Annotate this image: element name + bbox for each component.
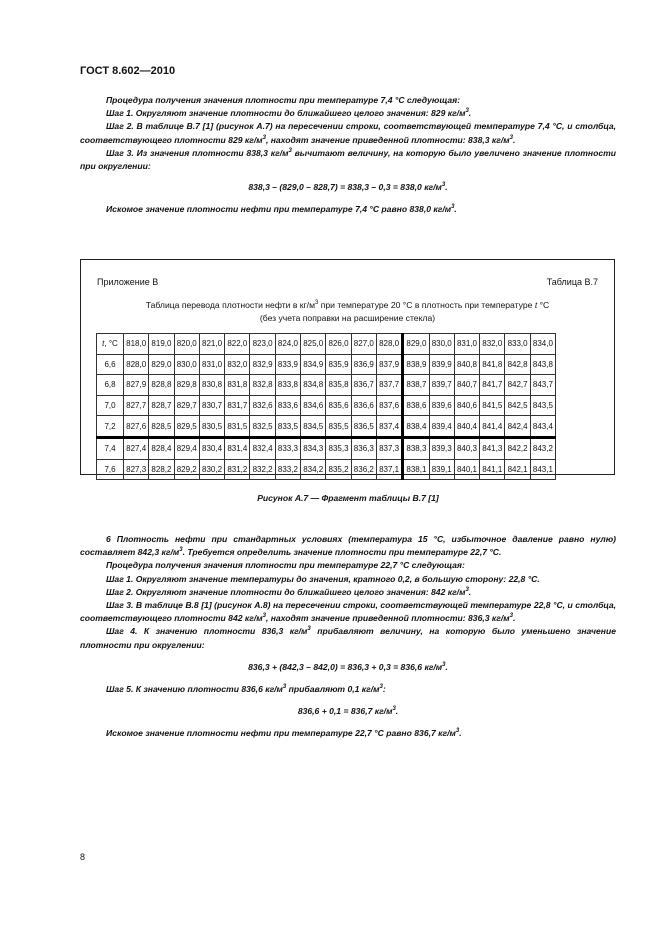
- table-cell: 838,3: [403, 437, 429, 459]
- table-cell: 839,6: [429, 395, 454, 416]
- table-cell: 841,5: [480, 395, 505, 416]
- table-cell: 837,7: [376, 375, 402, 396]
- table-cell: 842,2: [505, 437, 530, 459]
- header-density-cell: 821,0: [199, 334, 224, 355]
- table-row: [97, 395, 556, 416]
- table-cell: 833,8: [275, 375, 300, 396]
- table-row: [97, 375, 556, 396]
- header-density-cell: 819,0: [149, 334, 174, 355]
- table-cell: 840,3: [454, 437, 479, 459]
- header-density-cell: 829,0: [403, 334, 429, 355]
- table-cell: 842,1: [505, 459, 530, 480]
- block2-p2: Процедура получения значения плотности при температуре 22,7 °C следующая:: [106, 560, 465, 571]
- table-cell: 830,5: [199, 416, 224, 438]
- table-cell: 838,9: [403, 354, 429, 375]
- table-cell: 829,2: [174, 459, 199, 480]
- table-cell: 828,8: [149, 375, 174, 396]
- block2-p5: Шаг 3. В таблице В.8 [1] (рисунок А.8) на пересечении строки, соответствующей температуре 22,8 °C, и столбца, соответствующего плотности 842 $кг/м^3$, находят значение приведенной плотности: 836,3 $кг/м^3$.: [80, 600, 616, 624]
- table-cell: 828,0: [124, 354, 149, 375]
- table-cell: 842,5: [505, 395, 530, 416]
- table-cell: 833,3: [275, 437, 300, 459]
- table-cell: 837,1: [376, 459, 402, 480]
- table-cell: 838,4: [403, 416, 429, 438]
- table-cell: 832,9: [250, 354, 275, 375]
- table-cell: 832,6: [250, 395, 275, 416]
- page-header: ГОСТ 8.602—2010: [80, 65, 176, 77]
- table-cell: 833,2: [275, 459, 300, 480]
- header-density-cell: 834,0: [530, 334, 555, 355]
- table-cell: 831,8: [225, 375, 250, 396]
- table-cell: 839,3: [429, 437, 454, 459]
- table-cell: 842,4: [505, 416, 530, 438]
- header-density-cell: 831,0: [454, 334, 479, 355]
- block2-equation1: 836,3 + (842,3 – 842,0) = 836,3 + 0,3 = 836,6 $кг/м^3$.: [248, 661, 448, 672]
- table-cell: 830,7: [199, 395, 224, 416]
- table-cell: 827,3: [124, 459, 149, 480]
- table-cell: 842,7: [505, 375, 530, 396]
- row-temperature-cell: 6,8: [97, 375, 124, 396]
- table-cell: 835,3: [326, 437, 351, 459]
- table-cell: 829,7: [174, 395, 199, 416]
- table-label: Таблица В.7: [546, 277, 598, 287]
- table-cell: 839,7: [429, 375, 454, 396]
- table-cell: 834,6: [301, 395, 326, 416]
- table-cell: 836,6: [351, 395, 376, 416]
- table-cell: 834,8: [301, 375, 326, 396]
- figure-caption: Рисунок А.7 — Фрагмент таблицы В.7 [1]: [257, 493, 439, 503]
- table-cell: 843,1: [530, 459, 555, 480]
- table-cell: 838,1: [403, 459, 429, 480]
- table-cell: 837,3: [376, 437, 402, 459]
- table-cell: 832,8: [250, 375, 275, 396]
- block1: [80, 94, 616, 217]
- block2-p1: 6 Плотность нефти при стандартных условиях (температура 15 °C, избыточное давление равно нулю) составляет 842,3 $кг/м^3$. Требуется определить значение плотности при температуре 22,7 °C.: [80, 534, 616, 558]
- block1-p4: Шаг 3. Из значения плотности 838,3 $кг/м^3$ вычитают величину, на которую было увеличено значение плотности при округлении:: [80, 147, 616, 172]
- table-cell: 830,0: [174, 354, 199, 375]
- table-cell: 840,8: [454, 354, 479, 375]
- table-cell: 835,9: [326, 354, 351, 375]
- table-cell: 829,8: [174, 375, 199, 396]
- table-cell: 843,4: [530, 416, 555, 438]
- page-number: 8: [80, 852, 86, 862]
- table-cell: 828,5: [149, 416, 174, 438]
- header-density-cell: 823,0: [250, 334, 275, 355]
- table-cell: 842,8: [505, 354, 530, 375]
- block2-equation2: 836,6 + 0,1 = 836,7 $кг/м^3$.: [297, 706, 399, 717]
- table-cell: 832,4: [250, 437, 275, 459]
- table-cell: 829,5: [174, 416, 199, 438]
- table-cell: 829,0: [149, 354, 174, 375]
- table-cell: 830,8: [199, 375, 224, 396]
- table-cell: 836,7: [351, 375, 376, 396]
- table-cell: 831,2: [225, 459, 250, 480]
- table-cell: 832,2: [250, 459, 275, 480]
- header-density-cell: 833,0: [505, 334, 530, 355]
- table-cell: 843,7: [530, 375, 555, 396]
- header-density-cell: 818,0: [124, 334, 149, 355]
- block2: [80, 533, 616, 741]
- table-cell: 840,1: [454, 459, 479, 480]
- table-cell: 827,7: [124, 395, 149, 416]
- table-cell: 836,9: [351, 354, 376, 375]
- table-cell: 827,4: [124, 437, 149, 459]
- table-cell: 840,6: [454, 395, 479, 416]
- table-header-row: [97, 334, 556, 355]
- table-cell: 838,6: [403, 395, 429, 416]
- table-cell: 841,3: [480, 437, 505, 459]
- block2-p4: Шаг 2. Округляют значение плотности до ближайшего целого значения: 842 $кг/м^3$.: [106, 586, 472, 597]
- header-density-cell: 830,0: [429, 334, 454, 355]
- table-cell: 837,9: [376, 354, 402, 375]
- table-cell: 828,4: [149, 437, 174, 459]
- density-table: [96, 333, 556, 480]
- table-row: [97, 437, 556, 459]
- table-cell: 843,8: [530, 354, 555, 375]
- table-cell: 839,4: [429, 416, 454, 438]
- table-subtitle: (без учета поправки на расширение стекла): [259, 313, 436, 323]
- table-cell: 841,4: [480, 416, 505, 438]
- table-cell: 834,3: [301, 437, 326, 459]
- header-temperature-cell: t, °C: [97, 334, 124, 355]
- block2-result: Искомое значение плотности нефти при температуре 22,7 °C равно 836,7 $кг/м^3$.: [106, 728, 462, 739]
- table-cell: 834,5: [301, 416, 326, 438]
- table-cell: 831,0: [199, 354, 224, 375]
- header-density-cell: 822,0: [225, 334, 250, 355]
- table-cell: 843,5: [530, 395, 555, 416]
- header-density-cell: 828,0: [376, 334, 402, 355]
- table-cell: 833,6: [275, 395, 300, 416]
- table-cell: 839,1: [429, 459, 454, 480]
- row-temperature-cell: 7,0: [97, 395, 124, 416]
- table-row: [97, 354, 556, 375]
- header-density-cell: 827,0: [351, 334, 376, 355]
- table-cell: 843,2: [530, 437, 555, 459]
- table-cell: 838,7: [403, 375, 429, 396]
- table-cell: 837,4: [376, 416, 402, 438]
- table-cell: 835,6: [326, 395, 351, 416]
- row-temperature-cell: 7,2: [97, 416, 124, 438]
- header-density-cell: 820,0: [174, 334, 199, 355]
- table-row: [97, 459, 556, 480]
- table-cell: 835,2: [326, 459, 351, 480]
- table-cell: 835,8: [326, 375, 351, 396]
- table-cell: 840,7: [454, 375, 479, 396]
- table-row: [97, 416, 556, 438]
- table-cell: 833,9: [275, 354, 300, 375]
- header-density-cell: 824,0: [275, 334, 300, 355]
- block1-p2: Шаг 1. Округляют значение плотности до ближайшего целого значения: 829 $кг/м^3$.: [106, 108, 472, 119]
- header-density-cell: 825,0: [301, 334, 326, 355]
- header-density-cell: 832,0: [480, 334, 505, 355]
- table-cell: 831,7: [225, 395, 250, 416]
- block1-p3: Шаг 2. В таблице В.7 [1] (рисунок А.7) на пересечении строки, соответствующей температуре 7,4 °C, и столбца, соответствующего плотности 829 $кг/м^3$, находят значение приведенной плотности: 838,3 $кг/м^3$.: [80, 121, 616, 145]
- figure-frame: [80, 259, 615, 475]
- header-density-cell: 826,0: [326, 334, 351, 355]
- table-cell: 829,4: [174, 437, 199, 459]
- table-cell: 831,5: [225, 416, 250, 438]
- table-cell: 841,7: [480, 375, 505, 396]
- table-cell: 840,4: [454, 416, 479, 438]
- block1-result: Искомое значение плотности нефти при температуре 7,4 °C равно 838,0 $кг/м^3$.: [106, 204, 457, 215]
- table-cell: 834,2: [301, 459, 326, 480]
- table-cell: 836,2: [351, 459, 376, 480]
- table-cell: 839,9: [429, 354, 454, 375]
- block1-p1: Процедура получения значения плотности при температуре 7,4 °C следующая:: [106, 95, 461, 105]
- block2-p7: Шаг 5. К значению плотности 836,6 $кг/м^3$ прибавляют 0,1 $кг/м^3$:: [106, 684, 386, 695]
- table-cell: 836,5: [351, 416, 376, 438]
- table-cell: 841,8: [480, 354, 505, 375]
- row-temperature-cell: 6,6: [97, 354, 124, 375]
- table-cell: 835,5: [326, 416, 351, 438]
- table-cell: 841,1: [480, 459, 505, 480]
- table-cell: 836,3: [351, 437, 376, 459]
- table-cell: 830,2: [199, 459, 224, 480]
- row-temperature-cell: 7,4: [97, 437, 124, 459]
- table-cell: 837,6: [376, 395, 402, 416]
- block2-p3: Шаг 1. Округляют значение температуры до значения, кратного 0,2, в большую сторону: 22,8 °C.: [106, 573, 540, 584]
- table-cell: 830,4: [199, 437, 224, 459]
- table-cell: 827,6: [124, 416, 149, 438]
- table-title: Таблица перевода плотности нефти в $кг/м^3$ при температуре 20 °C в плотность при температуре t °C: [145, 300, 550, 310]
- table-cell: 831,4: [225, 437, 250, 459]
- appendix-label: Приложение В: [97, 277, 159, 287]
- table-cell: 832,5: [250, 416, 275, 438]
- block2-p6: Шаг 4. К значению плотности 836,3 $кг/м^3$ прибавляют величину, на которую было уменьшено значение плотности при округлении:: [80, 626, 617, 650]
- table-cell: 833,5: [275, 416, 300, 438]
- table-cell: 828,2: [149, 459, 174, 480]
- table-cell: 832,0: [225, 354, 250, 375]
- table-cell: 828,7: [149, 395, 174, 416]
- block1-equation: 838,3 – (829,0 – 828,7) = 838,3 – 0,3 = 838,0 $кг/м^3$.: [248, 182, 448, 193]
- table-cell: 834,9: [301, 354, 326, 375]
- table-cell: 827,9: [124, 375, 149, 396]
- row-temperature-cell: 7,6: [97, 459, 124, 480]
